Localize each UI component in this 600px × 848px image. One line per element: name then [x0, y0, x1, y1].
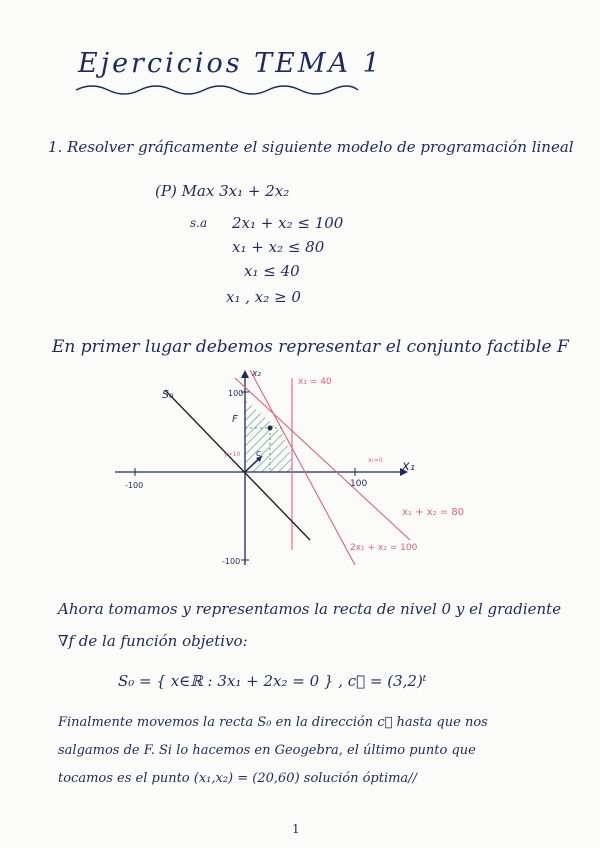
label-f: F	[232, 414, 238, 425]
exercise-statement: 1. Resolver gráficamente el siguiente modelo de programación lineal	[48, 138, 574, 156]
y-axis-arrow	[241, 370, 249, 378]
axis-x-label: x₁	[402, 459, 415, 474]
title-underline	[72, 80, 362, 100]
label-s0: S₀	[162, 388, 174, 401]
tick-label-x-pos: 100	[350, 479, 368, 489]
label-x1x2-80: x₁ + x₂ = 80	[402, 507, 465, 518]
page-title: Ejercicios TEMA 1	[78, 48, 383, 79]
tick-label-y-pos: 100	[228, 389, 244, 398]
label-2x1x2-100: 2x₁ + x₂ = 100	[350, 543, 418, 553]
model-constraint-4: x₁ , x₂ ≥ 0	[226, 288, 301, 306]
tick-label-y-mid: y=10	[224, 451, 241, 458]
paragraph-conclusion-1: Finalmente movemos la recta S₀ en la dirección c⃗ hasta que nos	[58, 715, 488, 730]
paragraph-conclusion-2: salgamos de F. Si lo hacemos en Geogebra, el último punto que	[58, 743, 476, 758]
model-st-label: s.a	[190, 216, 208, 230]
label-x1-40: x₁ = 40	[298, 377, 332, 387]
model-constraint-2: x₁ + x₂ ≤ 80	[232, 238, 325, 256]
paragraph-level-line-1: Ahora tomamos y representamos la recta de nivel 0 y el gradiente	[58, 600, 562, 618]
model-constraint-3: x₁ ≤ 40	[244, 262, 300, 280]
paragraph-conclusion-3: tocamos es el punto (x₁,x₂) = (20,60) solución óptima//	[58, 771, 417, 786]
label-c: c	[256, 449, 261, 459]
model-constraint-1: 2x₁ + x₂ ≤ 100	[232, 214, 344, 232]
page-number: 1	[292, 822, 300, 836]
feasible-region-graph	[110, 360, 510, 575]
tick-label-y-neg: -100	[222, 557, 241, 566]
model-objective: (P) Max 3x₁ + 2x₂	[155, 182, 290, 200]
level-set-formula: S₀ = { x∈ℝ : 3x₁ + 2x₂ = 0 } , c⃗ = (3,2)ᵗ	[118, 672, 427, 690]
tick-label-x-mid: x₁=0	[368, 457, 383, 464]
paragraph-feasible-set: En primer lugar debemos representar el conjunto factible F	[52, 337, 569, 357]
axis-y-label: x₂	[252, 369, 261, 379]
paragraph-level-line-2: ∇f de la función objetivo:	[58, 632, 248, 650]
optimal-point	[268, 426, 273, 431]
tick-label-x-neg: -100	[125, 481, 144, 490]
